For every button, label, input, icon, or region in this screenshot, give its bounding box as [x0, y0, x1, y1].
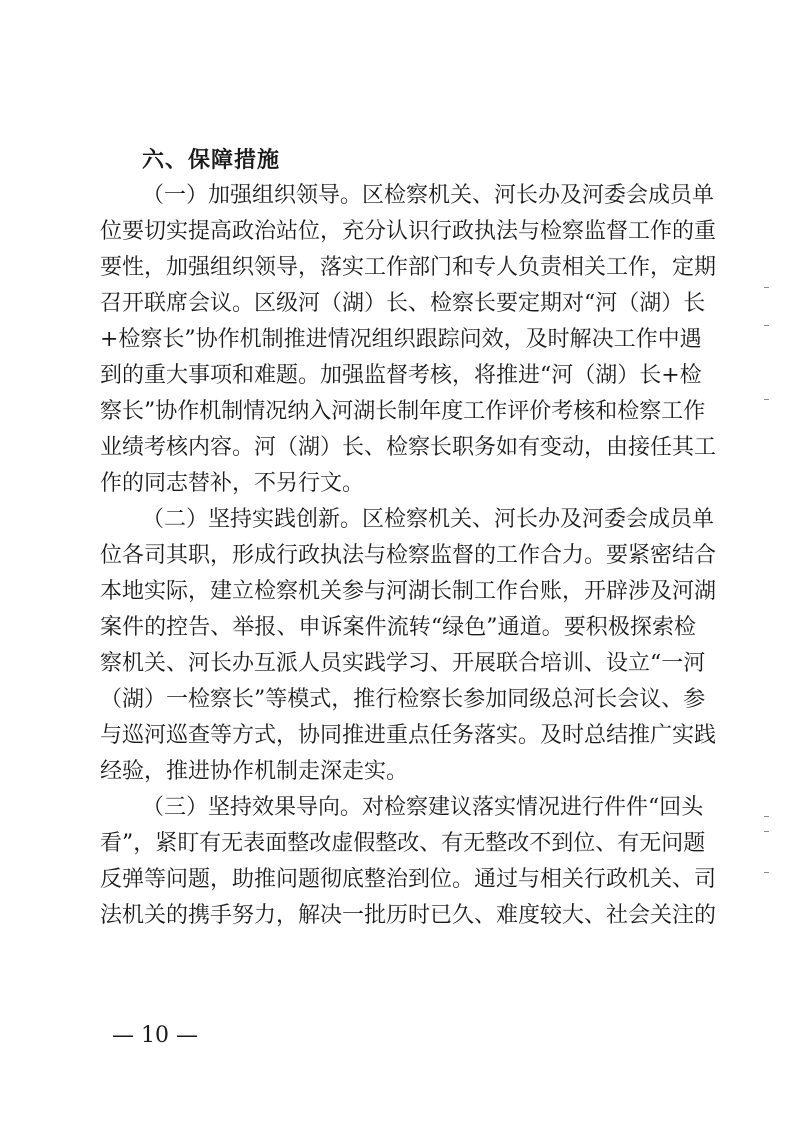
margin-scan-mark	[764, 325, 769, 326]
paragraph-1-line-2: 位要切实提高政治站位，充分认识行政执法与检察监督工作的重	[100, 219, 717, 244]
paragraph-2-line-6: （湖）一检察长”等模式，推行检察长参加同级总河长会议、参	[100, 687, 706, 712]
margin-scan-mark	[764, 831, 769, 832]
paragraph-2-line-8: 经验，推进协作机制走深走实。	[100, 759, 409, 784]
section-heading: 六、保障措施	[142, 148, 281, 173]
paragraph-1-line-4: 召开联席会议。区级河（湖）长、检察长要定期对“河（湖）长	[100, 291, 706, 316]
paragraph-1-line-6: 到的重大事项和难题。加强监督考核，将推进“河（湖）长+检	[100, 363, 702, 388]
paragraph-1-line-3: 要性，加强组织领导，落实工作部门和专人负责相关工作，定期	[100, 255, 717, 280]
paragraph-2-line-1: （二）坚持实践创新。区检察机关、河长办及河委会成员单	[142, 507, 715, 532]
paragraph-2-line-5: 察机关、河长办互派人员实践学习、开展联合培训、设立“一河	[100, 651, 706, 676]
paragraph-3-line-2: 看”，紧盯有无表面整改虚假整改、有无整改不到位、有无问题	[100, 831, 706, 856]
margin-scan-mark	[764, 872, 769, 873]
margin-scan-mark	[764, 816, 769, 817]
margin-scan-mark	[764, 399, 769, 400]
page-number: — 10 —	[112, 1023, 198, 1048]
paragraph-2-line-7: 与巡河巡查等方式，协同推进重点任务落实。及时总结推广实践	[100, 723, 717, 748]
paragraph-3-line-3: 反弹等问题，助推问题彻底整治到位。通过与相关行政机关、司	[100, 867, 717, 892]
paragraph-3-line-1: （三）坚持效果导向。对检察建议落实情况进行件件“回头	[142, 795, 704, 820]
paragraph-1-line-9: 作的同志替补，不另行文。	[100, 471, 365, 496]
margin-scan-mark	[764, 287, 769, 288]
paragraph-3-line-4: 法机关的携手努力，解决一批历时已久、难度较大、社会关注的	[100, 903, 717, 928]
paragraph-1-line-8: 业绩考核内容。河（湖）长、检察长职务如有变动，由接任其工	[100, 435, 717, 460]
paragraph-2-line-2: 位各司其职，形成行政执法与检察监督的工作合力。要紧密结合	[100, 543, 717, 568]
paragraph-1-line-5: +检察长”协作机制推进情况组织跟踪问效，及时解决工作中遇	[100, 327, 702, 352]
paragraph-1-line-7: 察长”协作机制情况纳入河湖长制年度工作评价考核和检察工作	[100, 399, 706, 424]
paragraph-2-line-3: 本地实际，建立检察机关参与河湖长制工作台账，开辟涉及河湖	[100, 579, 717, 604]
paragraph-1-line-1: （一）加强组织领导。区检察机关、河长办及河委会成员单	[142, 183, 715, 208]
paragraph-2-line-4: 案件的控告、举报、申诉案件流转“绿色”通道。要积极探索检	[100, 615, 696, 640]
